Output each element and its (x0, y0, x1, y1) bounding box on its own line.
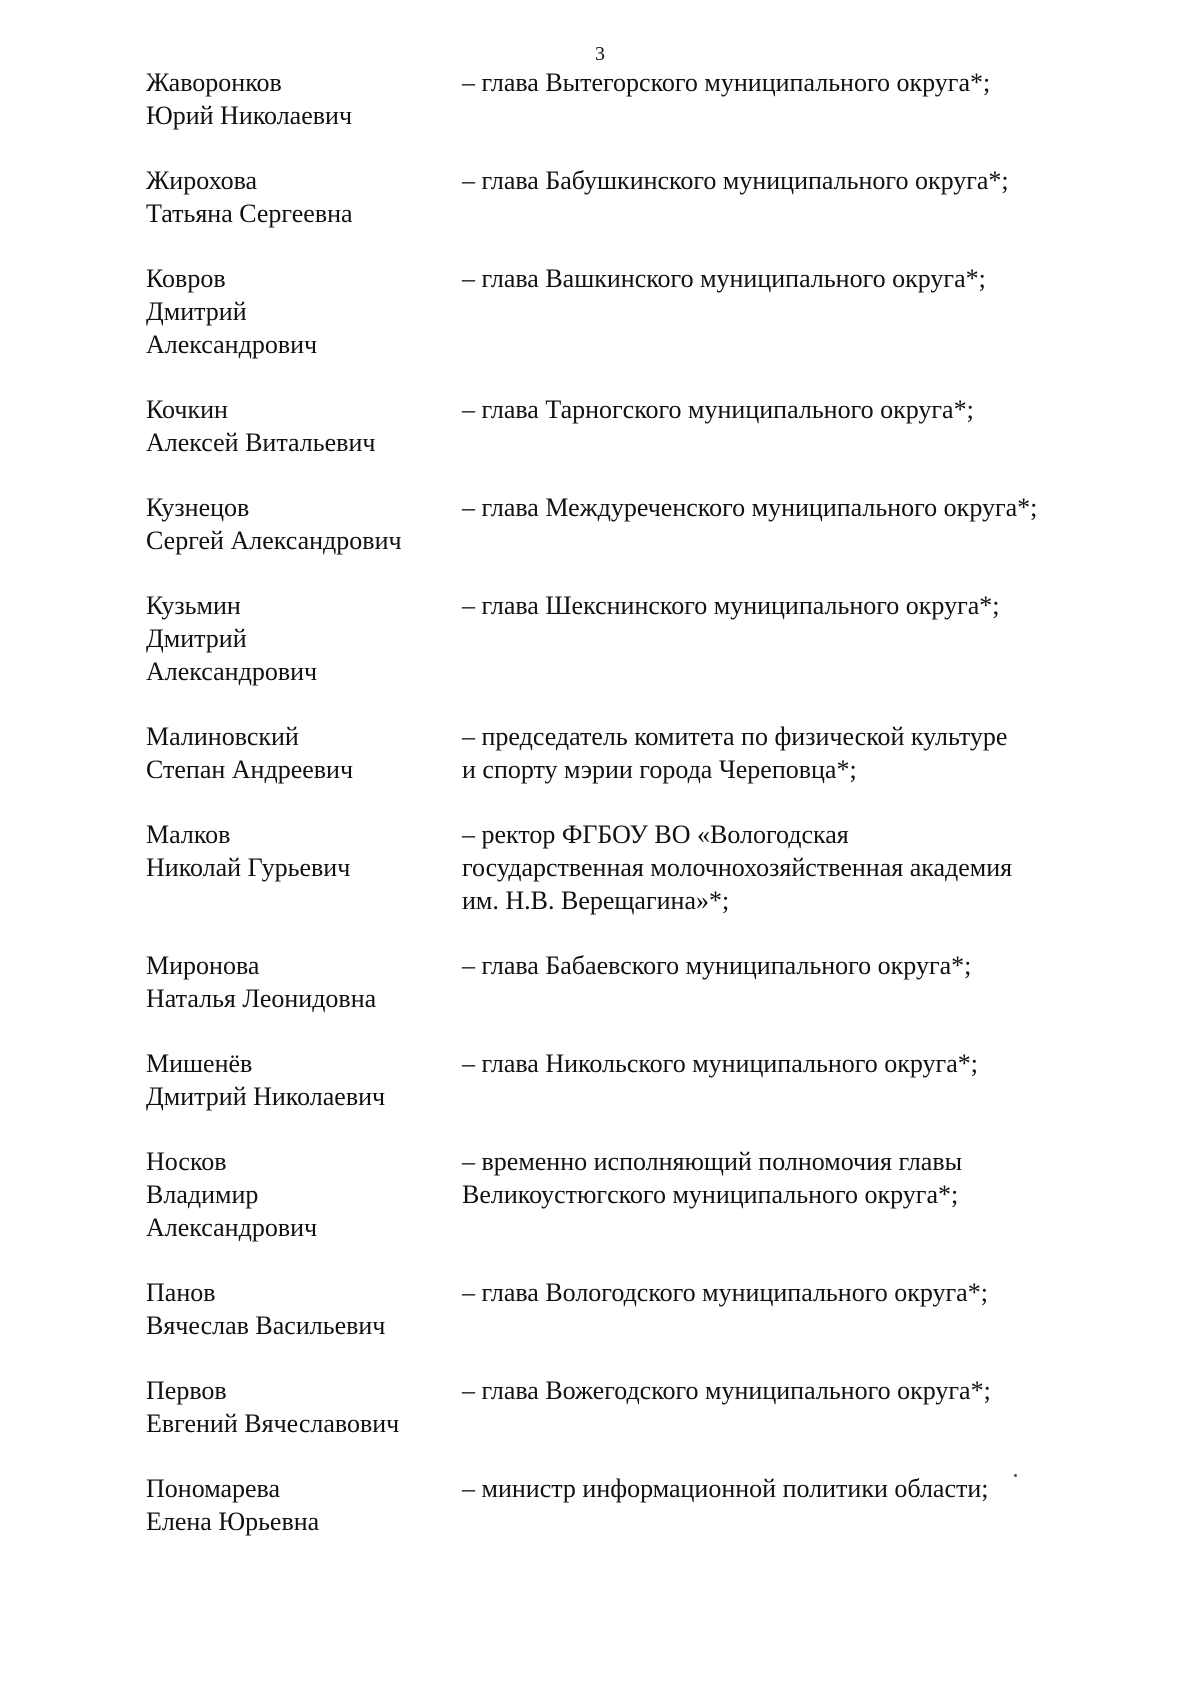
member-position-line: – глава Вологодского муниципального округа*; (462, 1278, 988, 1307)
member-given-name: Степан Андреевич (146, 755, 354, 784)
member-position-line: – глава Вожегодского муниципального округа*; (462, 1376, 991, 1405)
member-position (462, 262, 1126, 295)
member-surname: Носков (146, 1147, 227, 1176)
member-position-line: – председатель комитета по физической культуре (462, 722, 1008, 751)
member-given-name: Дмитрий (146, 297, 247, 326)
member-name (146, 1047, 462, 1113)
member-position-line: – глава Шекснинского муниципального округа*; (462, 591, 1000, 620)
member-entry (146, 393, 1126, 459)
member-given-name: Дмитрий (146, 624, 247, 653)
member-given-name: Алексей Витальевич (146, 428, 376, 457)
member-entry (146, 262, 1126, 361)
member-name (146, 1145, 462, 1244)
member-position-line: – глава Бабаевского муниципального округа*; (462, 951, 972, 980)
member-name (146, 393, 462, 459)
member-position (462, 949, 1126, 982)
member-position-line: – глава Никольского муниципального округа*; (462, 1049, 978, 1078)
member-position-line: – ректор ФГБОУ ВО «Вологодская (462, 820, 849, 849)
member-given-name: Татьяна Сергеевна (146, 199, 353, 228)
member-given-name: Евгений Вячеславович (146, 1409, 400, 1438)
member-surname: Пономарева (146, 1474, 281, 1503)
member-entry (146, 491, 1126, 557)
member-position-line: – глава Вашкинского муниципального округа*; (462, 264, 986, 293)
member-position (462, 393, 1126, 426)
member-given-name: Юрий Николаевич (146, 101, 353, 130)
member-name (146, 1276, 462, 1342)
member-position-line: – временно исполняющий полномочия главы (462, 1147, 963, 1176)
member-given-name: Вячеслав Васильевич (146, 1311, 386, 1340)
member-name (146, 164, 462, 230)
member-position (462, 720, 1126, 786)
member-surname: Первов (146, 1376, 227, 1405)
member-surname: Ковров (146, 264, 226, 293)
member-surname: Кузьмин (146, 591, 241, 620)
member-name (146, 1472, 462, 1538)
member-name (146, 66, 462, 132)
member-position-line: – глава Тарногского муниципального округа*; (462, 395, 974, 424)
member-position-line: – глава Бабушкинского муниципального округа*; (462, 166, 1009, 195)
member-surname: Мишенёв (146, 1049, 253, 1078)
member-position (462, 66, 1126, 99)
member-list (146, 66, 1126, 1570)
member-surname: Жаворонков (146, 68, 282, 97)
member-entry (146, 1276, 1126, 1342)
page-number: 3 (595, 43, 605, 65)
member-position-line: – глава Междуреченского муниципального округа*; (462, 493, 1038, 522)
member-given-name: Владимир (146, 1180, 259, 1209)
member-name (146, 720, 462, 786)
member-surname: Миронова (146, 951, 260, 980)
member-position (462, 818, 1126, 917)
member-entry (146, 1374, 1126, 1440)
member-surname: Малиновский (146, 722, 299, 751)
member-name (146, 262, 462, 361)
member-position (462, 1374, 1126, 1407)
member-entry (146, 1145, 1126, 1244)
member-name (146, 491, 462, 557)
member-position-line: – министр информационной политики области; (462, 1474, 989, 1503)
member-position (462, 491, 1126, 524)
member-entry (146, 164, 1126, 230)
member-position-line: и спорту мэрии города Череповца*; (462, 755, 857, 784)
member-entry (146, 949, 1126, 1015)
member-name (146, 949, 462, 1015)
member-entry (146, 720, 1126, 786)
member-name (146, 589, 462, 688)
member-entry (146, 1472, 1126, 1538)
member-surname: Малков (146, 820, 231, 849)
member-position (462, 589, 1126, 622)
member-position-line: – глава Вытегорского муниципального округа*; (462, 68, 991, 97)
member-surname: Панов (146, 1278, 216, 1307)
member-given-name: Николай Гурьевич (146, 853, 351, 882)
member-position (462, 1472, 1126, 1505)
member-surname: Жирохова (146, 166, 258, 195)
member-position-line: Великоустюгского муниципального округа*; (462, 1180, 959, 1209)
member-entry (146, 818, 1126, 917)
member-position-line: государственная молочнохозяйственная академия (462, 853, 1013, 882)
member-entry (146, 66, 1126, 132)
member-position (462, 1145, 1126, 1211)
member-given-name: Сергей Александрович (146, 526, 402, 555)
member-position (462, 164, 1126, 197)
member-given-name: Наталья Леонидовна (146, 984, 377, 1013)
member-given-name: Александрович (146, 657, 318, 686)
member-surname: Кочкин (146, 395, 228, 424)
scan-speck (1014, 1474, 1017, 1477)
member-given-name: Дмитрий Николаевич (146, 1082, 386, 1111)
member-position (462, 1047, 1126, 1080)
member-given-name: Елена Юрьевна (146, 1507, 320, 1536)
member-position (462, 1276, 1126, 1309)
member-given-name: Александрович (146, 1213, 318, 1242)
member-position-line: им. Н.В. Верещагина»*; (462, 886, 730, 915)
member-entry (146, 1047, 1126, 1113)
member-entry (146, 589, 1126, 688)
member-surname: Кузнецов (146, 493, 250, 522)
member-name (146, 1374, 462, 1440)
member-given-name: Александрович (146, 330, 318, 359)
member-name (146, 818, 462, 884)
